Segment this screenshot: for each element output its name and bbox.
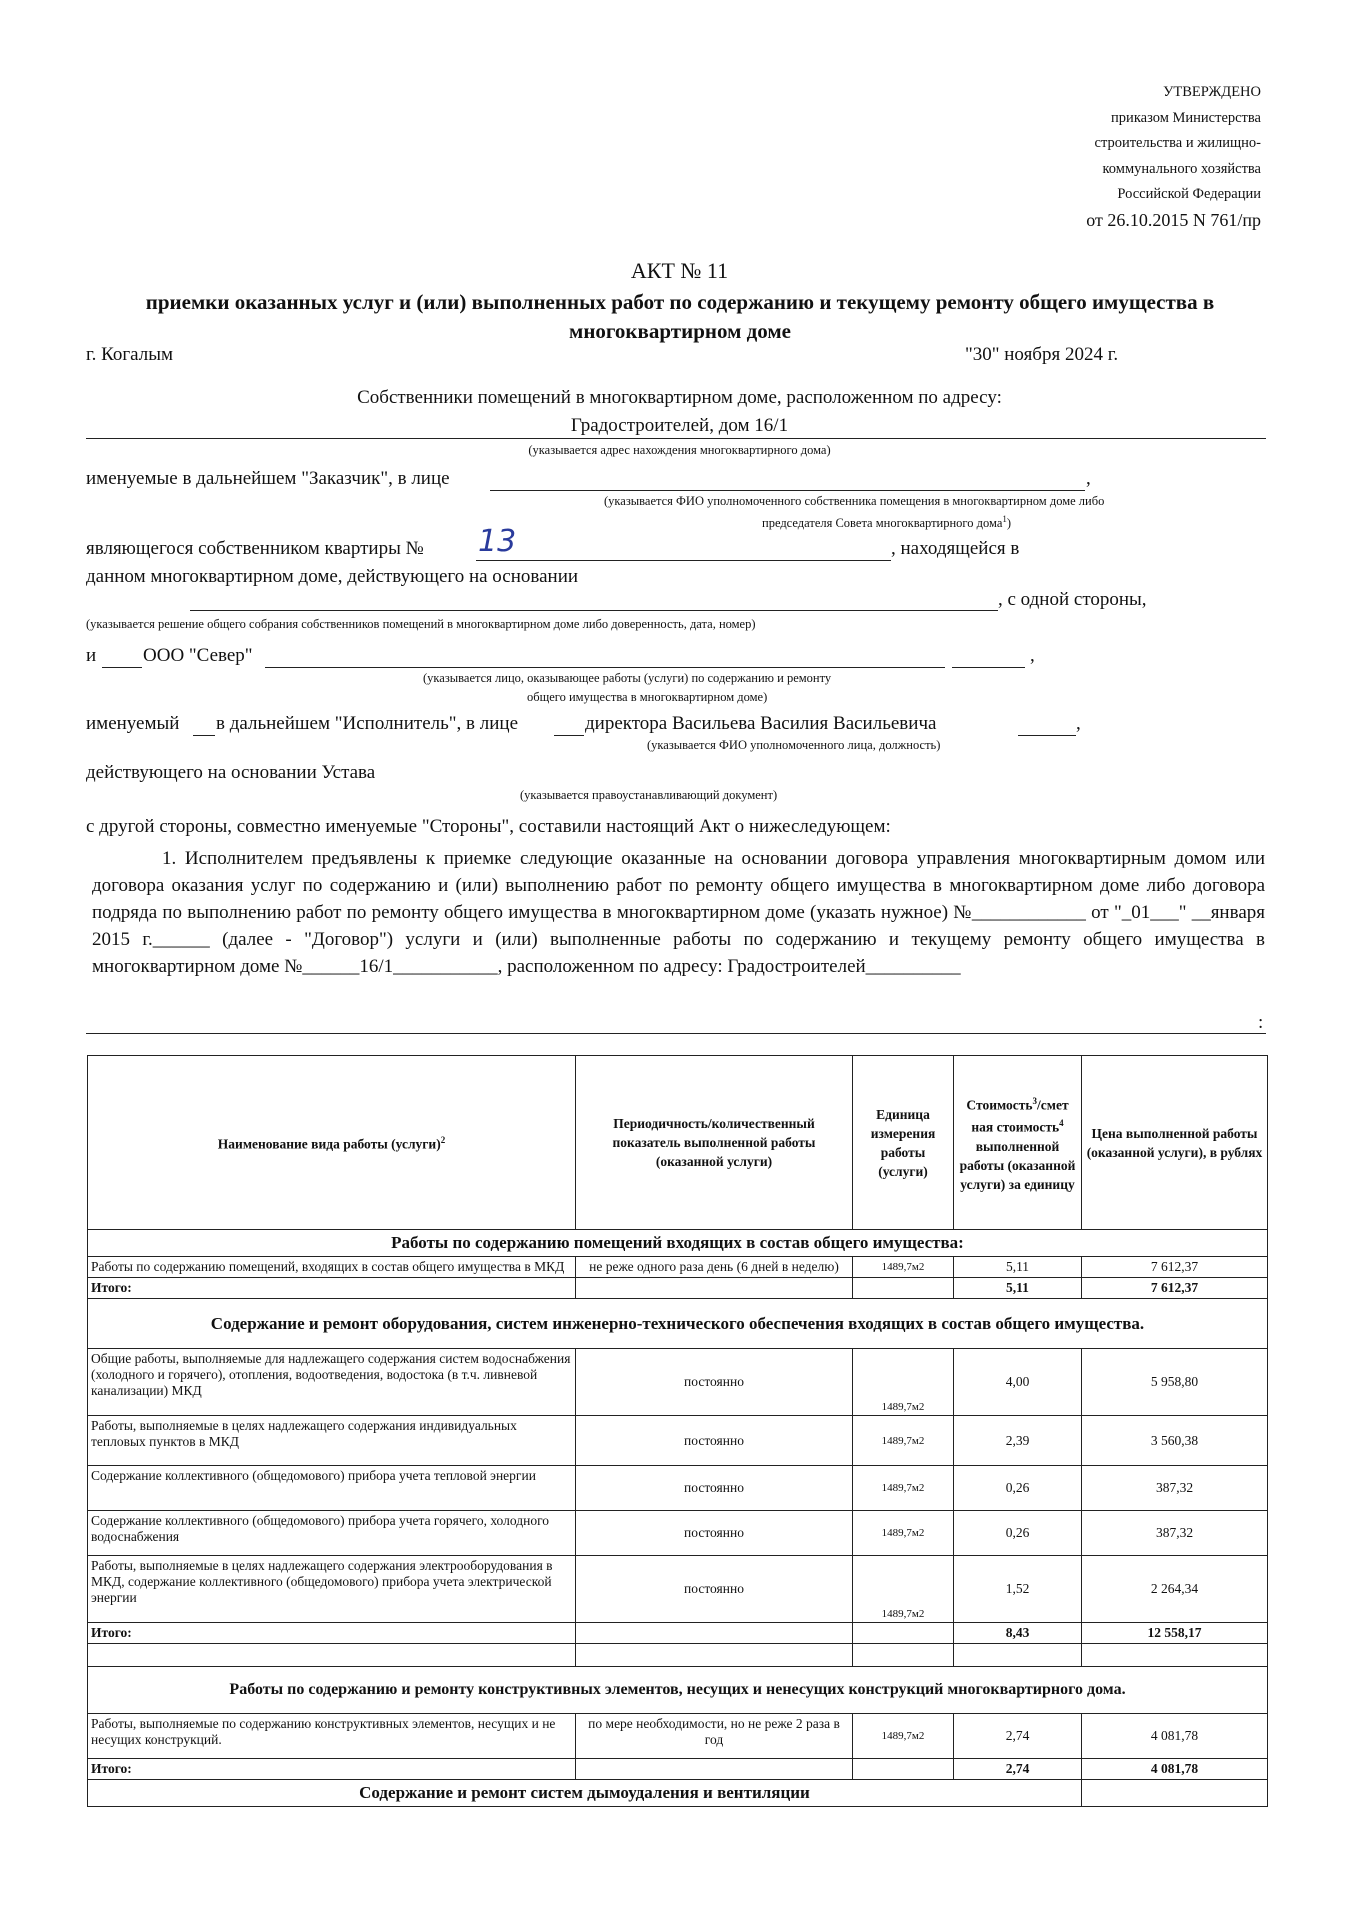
- work-cost: 0,26: [954, 1466, 1082, 1511]
- section-title: Содержание и ремонт оборудования, систем инженерно-технического обеспечения входящих в состав общего имущества.: [88, 1299, 1268, 1349]
- table-row: [88, 1511, 1268, 1556]
- work-name: Работы, выполняемые в целях надлежащего содержания индивидуальных тепловых пунктов в МКД: [88, 1416, 576, 1466]
- executor-person: директора Васильева Василия Васильевича: [585, 713, 937, 734]
- work-unit: 1489,7м2: [853, 1511, 954, 1556]
- work-unit: 1489,7м2: [853, 1466, 954, 1511]
- contractor-hint-2: общего имущества в многоквартирном доме): [527, 690, 768, 704]
- customer-line: именуемые в дальнейшем "Заказчик", в лице: [86, 468, 450, 489]
- work-cost: 2,74: [954, 1714, 1082, 1759]
- work-price: 3 560,38: [1082, 1416, 1268, 1466]
- address-underline: [86, 438, 1266, 439]
- work-cost: 0,26: [954, 1511, 1082, 1556]
- total-label: Итого:: [88, 1759, 576, 1780]
- col-header-name: Наименование вида работы (услуги)$^2$: [88, 1056, 576, 1230]
- work-period: постоянно: [576, 1416, 853, 1466]
- acting-hint: (указывается правоустанавливающий документ): [520, 788, 778, 802]
- basis-underline: [190, 610, 998, 611]
- total-cost: 2,74: [954, 1759, 1082, 1780]
- comma: ,: [1076, 713, 1081, 734]
- col-header-periodicity: Периодичность/количественный показатель выполненной работы (оказанной услуги): [576, 1056, 853, 1230]
- section-row: [88, 1299, 1268, 1349]
- total-row: [88, 1278, 1268, 1299]
- work-cost: 2,39: [954, 1416, 1082, 1466]
- owners-line: Собственники помещений в многоквартирном доме, расположенном по адресу:: [357, 387, 1002, 408]
- section-row: [88, 1667, 1268, 1714]
- table-row: [88, 1714, 1268, 1759]
- total-price: 12 558,17: [1082, 1623, 1268, 1644]
- owner-apartment-suffix: , находящейся в: [891, 538, 1020, 559]
- apartment-underline: [476, 560, 891, 561]
- approval-line: приказом Министерства: [1111, 109, 1261, 126]
- empty-row: [88, 1644, 1268, 1667]
- executor-prefix: именуемый: [86, 713, 180, 734]
- section-title: Работы по содержанию помещений входящих в состав общего имущества:: [88, 1230, 1268, 1257]
- work-price: 7 612,37: [1082, 1257, 1268, 1278]
- table-row: [88, 1466, 1268, 1511]
- table-header-row: [88, 1056, 1268, 1230]
- owner-apartment-label: являющегося собственником квартиры №: [86, 538, 424, 559]
- contractor-name: ООО "Север": [143, 645, 253, 666]
- total-label: Итого:: [88, 1623, 576, 1644]
- table-row: [88, 1416, 1268, 1466]
- work-unit: 1489,7м2: [853, 1416, 954, 1466]
- table-row: [88, 1556, 1268, 1623]
- executor-underline-b: [554, 735, 584, 736]
- work-period: постоянно: [576, 1349, 853, 1416]
- section-title: Содержание и ремонт систем дымоудаления и вентиляции: [88, 1780, 1082, 1807]
- executor-underline-a: [193, 735, 215, 736]
- services-table: [87, 1055, 1268, 1807]
- acting-basis: действующего на основании Устава: [86, 762, 376, 783]
- work-unit: 1489,7м2: [853, 1714, 954, 1759]
- total-row: [88, 1759, 1268, 1780]
- approval-stamp: [1086, 80, 1261, 233]
- work-period: не реже одного раза день (6 дней в неделю): [576, 1257, 853, 1278]
- work-price: 4 081,78: [1082, 1714, 1268, 1759]
- table-row: [88, 1349, 1268, 1416]
- and-label: и: [86, 645, 97, 666]
- comma: ,: [1030, 645, 1035, 666]
- act-date: "30" ноября 2024 г.: [965, 344, 1119, 365]
- one-side: , с одной стороны,: [998, 589, 1147, 610]
- table-row: [88, 1257, 1268, 1278]
- work-name: Работы, выполняемые по содержанию конструктивных элементов, несущих и не несущих конструкций.: [88, 1714, 576, 1759]
- customer-hint-2: председателя Совета многоквартирного дома$^1$): [762, 514, 1012, 531]
- act-subtitle: приемки оказанных услуг и (или) выполненных работ по содержанию и текущему ремонту общего имущества в многоквартирном доме: [145, 290, 1215, 343]
- work-price: 387,32: [1082, 1466, 1268, 1511]
- contractor-hint: (указывается лицо, оказывающее работы (услуги) по содержанию и ремонту: [423, 671, 832, 685]
- work-name: Работы, выполняемые в целях надлежащего содержания электрооборудования в МКД, содержание коллективного (общедомового) прибора учета электрической энергии: [88, 1556, 576, 1623]
- total-price: 7 612,37: [1082, 1278, 1268, 1299]
- work-unit: 1489,7м2: [853, 1556, 954, 1623]
- decision-hint: (указывается решение общего собрания собственников помещений в многоквартирном доме либо доверенность, дата, номер): [86, 617, 756, 631]
- total-price: 4 081,78: [1082, 1759, 1268, 1780]
- work-unit: 1489,7м2: [853, 1349, 954, 1416]
- city: г. Когалым: [86, 344, 174, 365]
- other-side: с другой стороны, совместно именуемые "Стороны", составили настоящий Акт о нижеследующем:: [86, 816, 891, 837]
- house-basis: данном многоквартирном доме, действующего на основании: [86, 566, 579, 587]
- col-header-unit: Единица измерения работы (услуги): [853, 1056, 954, 1230]
- comma: ,: [1086, 468, 1091, 489]
- approval-line: строительства и жилищно-: [1094, 135, 1261, 151]
- work-cost: 5,11: [954, 1257, 1082, 1278]
- executor-hint: (указывается ФИО уполномоченного лица, должность): [647, 738, 941, 752]
- section-row: [88, 1780, 1268, 1807]
- approval-line: Российской Федерации: [1117, 186, 1261, 202]
- work-name: Содержание коллективного (общедомового) прибора учета горячего, холодного водоснабжения: [88, 1511, 576, 1556]
- work-unit: 1489,7м2: [853, 1257, 954, 1278]
- approval-line: УТВЕРЖДЕНО: [1163, 84, 1261, 100]
- work-price: 2 264,34: [1082, 1556, 1268, 1623]
- executor-mid: в дальнейшем "Исполнитель", в лице: [216, 713, 518, 734]
- approval-line: коммунального хозяйства: [1102, 160, 1261, 177]
- work-period: постоянно: [576, 1556, 853, 1623]
- customer-underline: [490, 490, 1085, 491]
- contractor-underline-2: [952, 667, 1025, 668]
- work-name: Содержание коллективного (общедомового) прибора учета тепловой энергии: [88, 1466, 576, 1511]
- total-row: [88, 1623, 1268, 1644]
- clause-underline: [86, 1033, 1266, 1034]
- address-hint: (указывается адрес нахождения многоквартирного дома): [528, 443, 831, 457]
- customer-hint: (указывается ФИО уполномоченного собственника помещения в многоквартирном доме либо: [604, 494, 1105, 508]
- total-cost: 8,43: [954, 1623, 1082, 1644]
- work-period: постоянно: [576, 1511, 853, 1556]
- clause-1: 1. Исполнителем предъявлены к приемке следующие оказанные на основании договора управления многоквартирным домом или договора оказания услуг по содержанию и (или) выполнению работ по ремонту общего имущества в многоквартирном доме либо договора подряда по выполнению работ по ремонту общего имущества в многоквартирном доме (указать нужное) №____________ от "_01___" __января 2015 г.______ (далее - "Договор") услуги и (или) выполненные работы по содержанию и текущему ремонту общего имущества в многоквартирном доме №______16/1___________, расположенном по адресу: Градостроителей__________: [92, 848, 1265, 977]
- act-number: АКТ № 11: [630, 258, 729, 283]
- section-title: Работы по содержанию и ремонту конструктивных элементов, несущих и ненесущих конструкций многоквартирного дома.: [88, 1667, 1268, 1714]
- total-label: Итого:: [88, 1278, 576, 1299]
- section-row: [88, 1230, 1268, 1257]
- work-cost: 4,00: [954, 1349, 1082, 1416]
- col-header-cost: Стоимость$^3$/смет ная стоимость$^4$ выполненной работы (оказанной услуги) за единицу: [954, 1056, 1082, 1230]
- work-name: Общие работы, выполняемые для надлежащего содержания систем водоснабжения (холодного и горячего), отопления, водоотведения, водостока (в т.ч. ливневой канализации) МКД: [88, 1349, 576, 1416]
- house-address: Градостроителей, дом 16/1: [570, 415, 789, 436]
- apartment-number-handwritten: 13: [478, 524, 517, 559]
- contractor-underline-left: [102, 667, 142, 668]
- col-header-price: Цена выполненной работы (оказанной услуги), в рублях: [1082, 1056, 1268, 1230]
- work-price: 387,32: [1082, 1511, 1268, 1556]
- colon: :: [1258, 1012, 1264, 1033]
- work-period: по мере необходимости, но не реже 2 раза в год: [576, 1714, 853, 1759]
- work-name: Работы по содержанию помещений, входящих в состав общего имущества в МКД: [88, 1257, 576, 1278]
- total-cost: 5,11: [954, 1278, 1082, 1299]
- work-cost: 1,52: [954, 1556, 1082, 1623]
- approval-order: от 26.10.2015 N 761/пр: [1086, 209, 1261, 230]
- contractor-underline: [265, 667, 945, 668]
- work-period: постоянно: [576, 1466, 853, 1511]
- work-price: 5 958,80: [1082, 1349, 1268, 1416]
- executor-underline-c: [1018, 735, 1076, 736]
